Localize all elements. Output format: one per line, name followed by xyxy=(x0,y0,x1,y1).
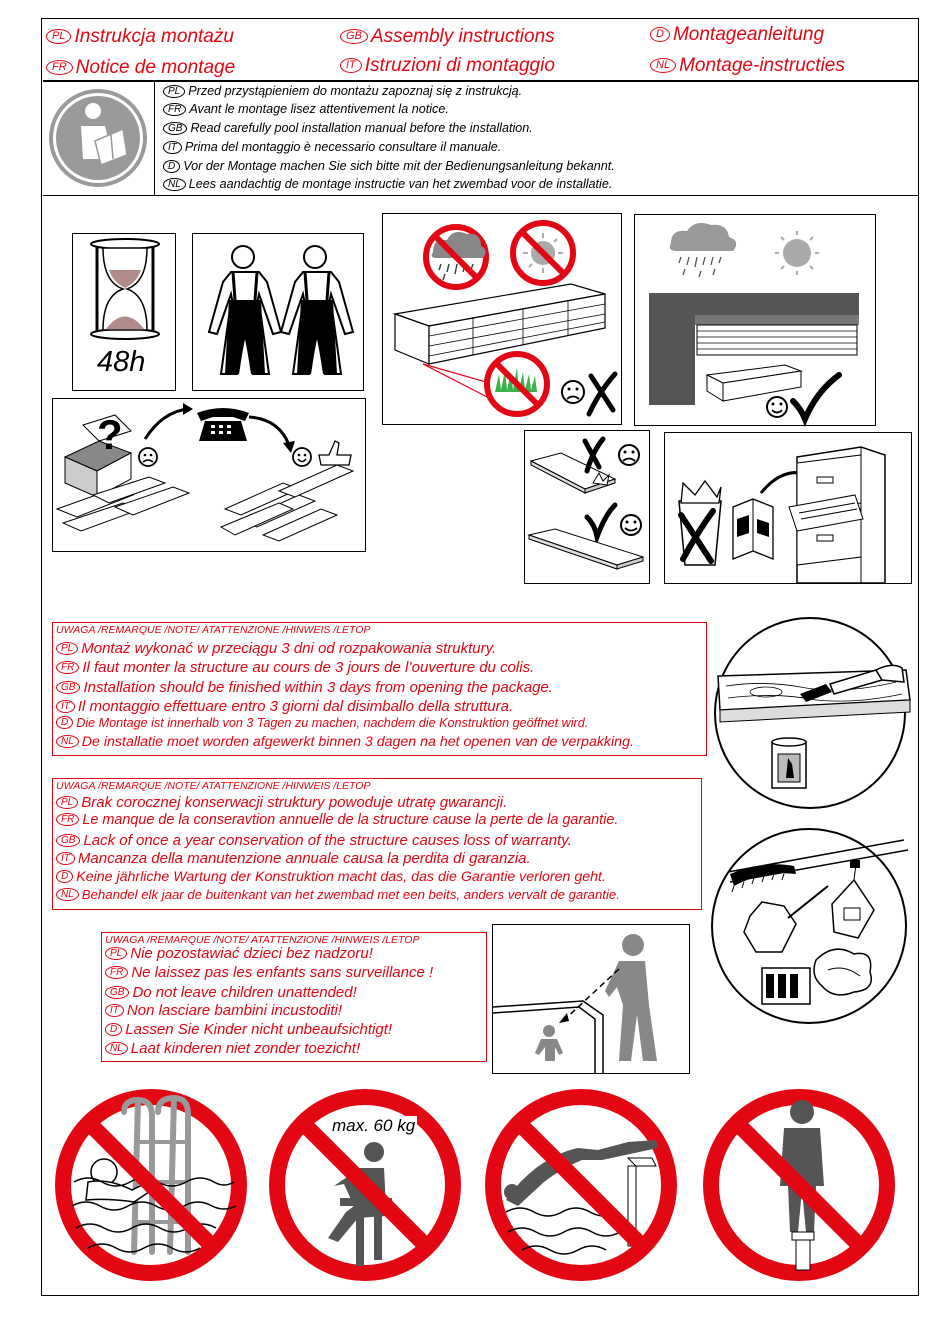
supervision-panel xyxy=(492,924,690,1074)
cross-icon xyxy=(585,439,603,471)
warning1-fr: FR Il faut monter la structure au cours de 3 jours de l’ouverture du colis. xyxy=(56,659,534,676)
wood-staining-illustration xyxy=(706,606,914,820)
phone-icon xyxy=(197,408,249,441)
happy-smiley-icon xyxy=(293,448,311,466)
warning-box-assembly-time xyxy=(52,622,707,756)
intro-line-d: D Vor der Montage machen Sie sich bitte mit der Bedienungsanleitung bekannt. xyxy=(163,159,615,173)
warning-box-children xyxy=(101,932,487,1062)
warning2-gb: GB Lack of once a year conservation of the structure causes loss of warranty. xyxy=(56,832,572,849)
warning-header: UWAGA /REMARQUE /NOTE/ ATATTENZIONE /HINWEIS /LETOP xyxy=(105,934,420,946)
rain-prohibited-icon xyxy=(426,227,486,287)
manual-icon xyxy=(43,81,155,195)
no-standing-on-edge-sign xyxy=(696,1082,902,1288)
sad-smiley-icon xyxy=(562,381,584,403)
two-workers-icon xyxy=(193,234,365,392)
svg-text:?: ? xyxy=(97,411,123,458)
warning-header: UWAGA /REMARQUE /NOTE/ ATATTENZIONE /HINWEIS /LETOP xyxy=(56,780,371,792)
warning2-it: IT Mancanza della manutenzione annuale causa la perdita di garanzia. xyxy=(56,850,531,867)
board-handling-illustration xyxy=(525,431,651,585)
pool-cleaning-illustration xyxy=(704,820,914,1034)
max-weight-label: max. 60 kg xyxy=(332,1116,416,1135)
warning3-nl: NL Laat kinderen niet zonder toezicht! xyxy=(105,1040,360,1057)
title-pl: PL Instrukcja montażu xyxy=(46,26,234,48)
warning1-nl: NL De installatie moet worden afgewerkt binnen 3 dagen na het openen van de verpakking. xyxy=(56,734,634,750)
intro-line-it: IT Prima del montaggio è necessario consultare il manuale. xyxy=(163,140,501,154)
check-icon xyxy=(587,505,615,537)
happy-smiley-icon xyxy=(621,515,641,535)
intro-line-pl: PL Przed przystąpieniem do montażu zapoznaj się z instrukcją. xyxy=(163,84,522,98)
intro-line-fr: FR Avant le montage lisez attentivement la notice. xyxy=(163,102,449,116)
sun-prohibited-icon xyxy=(513,223,573,283)
supervision-illustration xyxy=(493,925,691,1075)
keep-manual-illustration xyxy=(665,433,913,585)
title-nl: NL Montage-instructies xyxy=(650,55,845,77)
warning1-it: IT Il montaggio effettuare entro 3 giorni dal disimballo della struttura. xyxy=(56,698,513,715)
warning3-gb: GB Do not leave children unattended! xyxy=(105,984,357,1001)
title-fr: FR Notice de montage xyxy=(46,57,235,79)
board-handling-panel xyxy=(524,430,650,584)
title-gb: GB Assembly instructions xyxy=(340,26,555,48)
manual-icon-cell xyxy=(43,81,155,195)
warning1-pl: PL Montaż wykonać w przeciągu 3 dni od rozpakowania struktury. xyxy=(56,640,496,657)
storage-shed-panel xyxy=(634,214,876,426)
no-ladder-diving-sign xyxy=(48,1082,254,1288)
storage-outdoor-panel xyxy=(382,213,622,425)
warning2-pl: PL Brak corocznej konserwacji struktury powoduje utratę gwarancji. xyxy=(56,794,507,811)
no-diving-sign xyxy=(478,1082,684,1288)
missing-parts-illustration xyxy=(53,399,367,553)
warning2-d: D Keine jährliche Wartung der Konstruktion macht das, das die Garantie verloren geht. xyxy=(56,869,606,885)
title-it: IT Istruzioni di montaggio xyxy=(340,55,555,77)
workers-panel xyxy=(192,233,364,391)
warning2-nl: NL Behandel elk jaar de buitenkant van het zwembad met een beits, anders vervalt de garantie. xyxy=(56,887,620,902)
sad-smiley-icon xyxy=(139,448,157,466)
sad-smiley-icon xyxy=(619,445,639,465)
warning1-gb: GB Installation should be finished within 3 days from opening the package. xyxy=(56,679,553,696)
hourglass-label: 48h xyxy=(97,346,146,378)
storage-shed-illustration xyxy=(635,215,877,427)
warning-box-maintenance xyxy=(52,778,702,910)
happy-smiley-icon xyxy=(767,397,787,417)
intro-line-gb: GB Read carefully pool installation manual before the installation. xyxy=(163,121,533,135)
hourglass-panel xyxy=(72,233,176,391)
missing-parts-panel xyxy=(52,398,366,552)
warning3-it: IT Non lasciare bambini incustoditi! xyxy=(105,1002,342,1019)
max-weight-sign xyxy=(262,1082,468,1288)
cross-icon xyxy=(589,374,615,414)
storage-outdoor-illustration xyxy=(383,214,623,426)
title-d: D Montageanleitung xyxy=(650,24,824,46)
warning3-fr: FR Ne laissez pas les enfants sans surveillance ! xyxy=(105,964,433,981)
grass-prohibited-icon xyxy=(487,354,547,414)
keep-manual-panel xyxy=(664,432,912,584)
warning1-d: D Die Montage ist innerhalb von 3 Tagen zu machen, nachdem die Konstruktion geöffnet wird. xyxy=(56,716,588,730)
intro-line-nl: NL Lees aandachtig de montage instructie van het zwembad voor de installatie. xyxy=(163,177,612,191)
warning3-pl: PL Nie pozostawiać dzieci bez nadzoru! xyxy=(105,945,373,962)
warning-header: UWAGA /REMARQUE /NOTE/ ATATTENZIONE /HINWEIS /LETOP xyxy=(56,624,371,636)
warning2-fr: FR Le manque de la conseravtion annuelle de la structure cause la perte de la garantie. xyxy=(56,812,618,828)
warning3-d: D Lassen Sie Kinder nicht unbeaufsichtigt! xyxy=(105,1021,392,1038)
